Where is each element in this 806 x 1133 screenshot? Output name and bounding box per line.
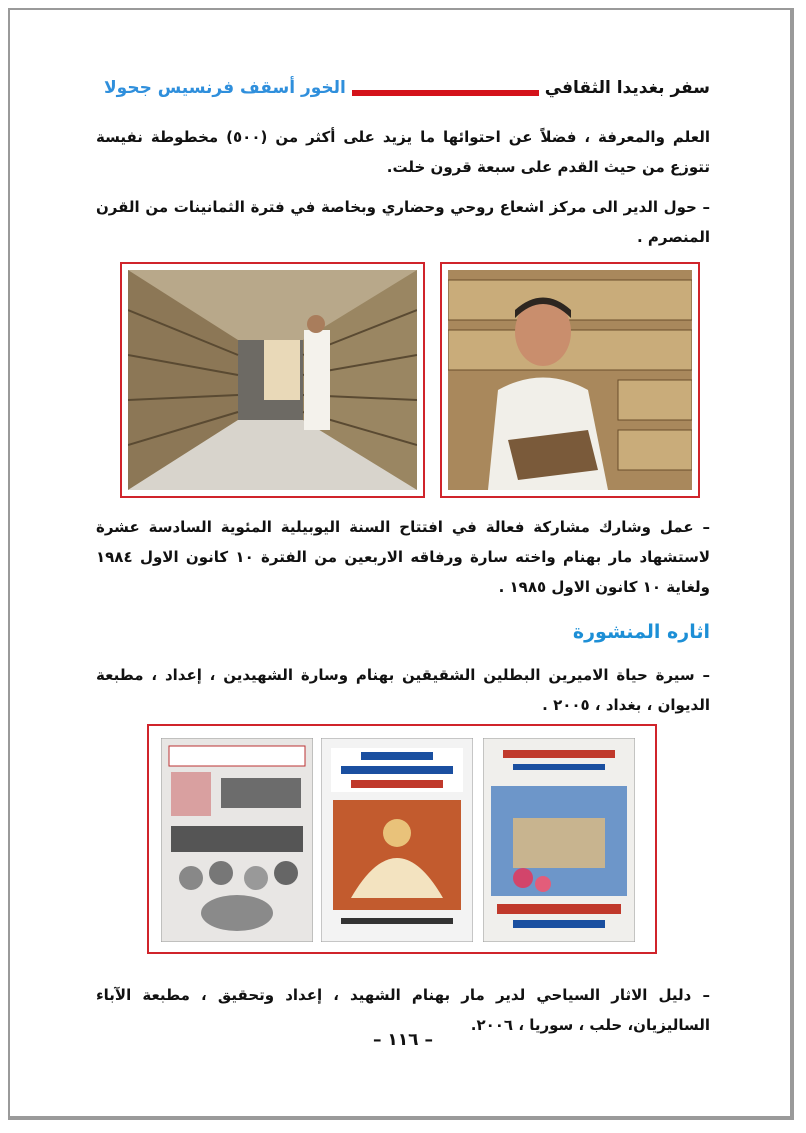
paragraph-1-text: العلم والمعرفة ، فضلاً عن احتوائها ما يزيد على أكثر من (٥٠٠) مخطوطة نفيسة تتوزع من حيث القدم على سبعة قرون خلت. <box>96 128 710 176</box>
page-number: – ١١٦ – <box>373 1030 433 1050</box>
header-subtitle: الخور أسقف فرنسيس جحولا <box>98 78 352 98</box>
paragraph-4 <box>96 660 710 720</box>
paragraph-2-text: – حول الدير الى مركز اشعاع روحي وحضاري وبخاصة في فترة الثمانينات من القرن المنصرم . <box>96 198 710 246</box>
paragraph-5-text: – دليل الاثار السياحي لدير مار بهنام الشهيد ، إعداد وتحقيق ، مطبعة الآباء الساليزيان، حلب ، سوريا ، ٢٠٠٦. <box>96 986 710 1034</box>
book-covers-panel <box>147 724 657 954</box>
header-title: سفر بغديدا الثقافي <box>539 78 710 98</box>
book-cover-middle <box>321 738 473 942</box>
photo-library-aisle <box>120 262 425 498</box>
book-cover-right <box>483 738 635 942</box>
paragraph-4-text: – سيرة حياة الاميرين البطلين الشقيقين بهنام وسارة الشهيدين ، إعداد ، مطبعة الديوان ، بغداد ، ٢٠٠٥ . <box>96 666 710 714</box>
page-header <box>98 80 710 106</box>
priest-reading-image <box>448 270 692 490</box>
paragraph-2 <box>96 192 710 252</box>
library-aisle-image <box>128 270 417 490</box>
section-heading-publications: اثاره المنشورة <box>572 621 710 643</box>
paragraph-1 <box>96 122 710 182</box>
photo-priest-reading <box>440 262 700 498</box>
paragraph-3-text: – عمل وشارك مشاركة فعالة في افتتاح السنة اليوبيلية المئوية السادسة عشرة لاستشهاد مار بهنام واخته سارة ورفاقه الاربعين من الفترة ١٠ كانون الاول ١٩٨٤ ولغاية ١٠ كانون الاول ١٩٨٥ . <box>96 518 710 596</box>
paragraph-3 <box>96 512 710 602</box>
book-cover-left <box>161 738 313 942</box>
